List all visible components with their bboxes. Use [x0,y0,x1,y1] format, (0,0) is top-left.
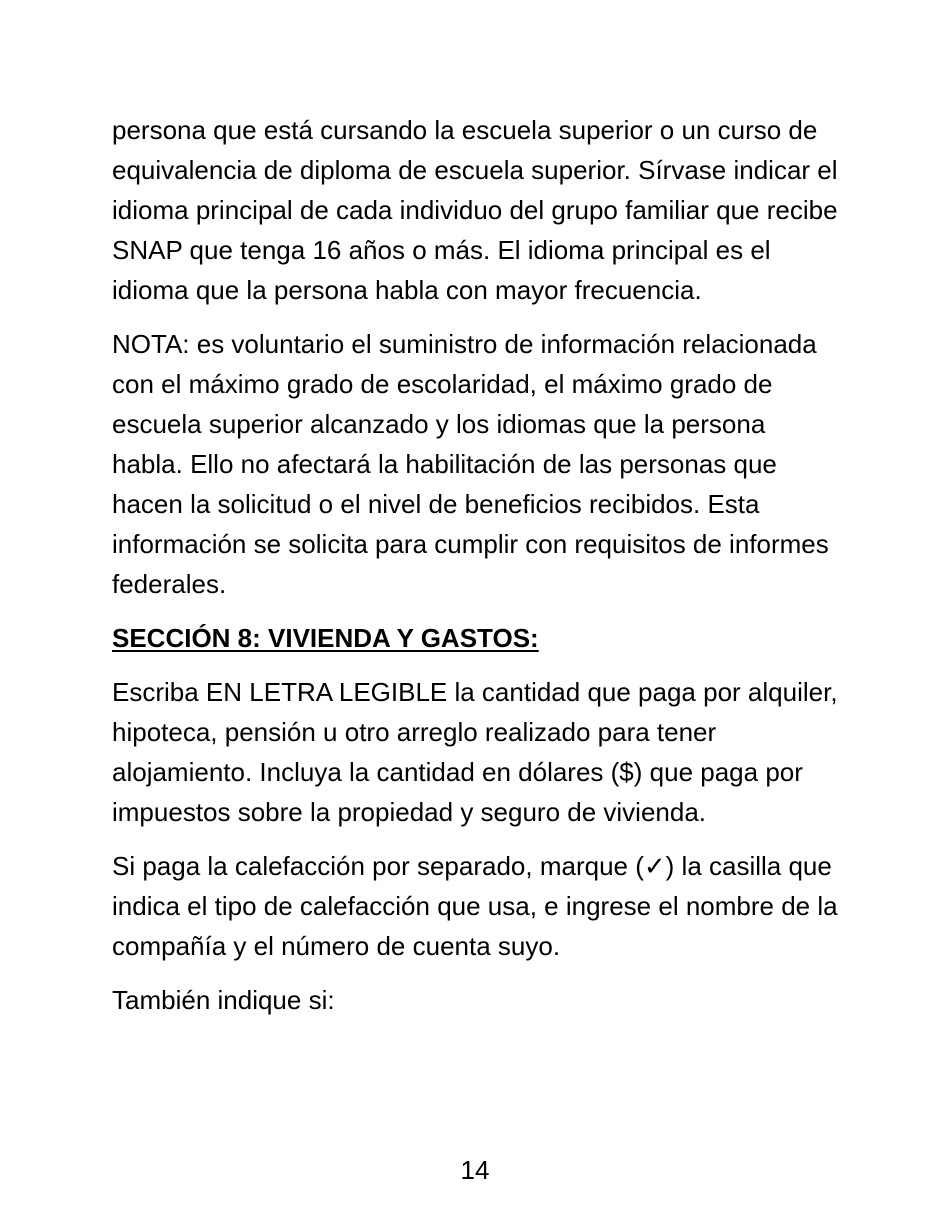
paragraph-also-indicate: También indique si: [112,985,335,1015]
paragraph-heating: Si paga la calefacción por separado, marque (✓) la casilla que indica el tipo de calefacción que usa, e ingrese el nombre de la compañía y el número de cuenta suyo. [112,851,838,961]
paragraph-language: persona que está cursando la escuela superior o un curso de equivalencia de diploma de escuela superior. Sírvase indicar el idioma principal de cada individuo del grupo familiar que recibe SNAP que tenga 16 años o más. El idioma principal es el idioma que la persona habla con mayor frecuencia. [112,115,838,305]
paragraph-note: NOTA: es voluntario el suministro de información relacionada con el máximo grado de escolaridad, el máximo grado de escuela superior alcanzado y los idiomas que la persona habla. Ello no afectará la habilitación de las personas que hacen la solicitud o el nivel de beneficios recibidos. Esta información se solicita para cumplir con requisitos de informes federales. [112,329,829,599]
paragraph-housing-costs: Escriba EN LETRA LEGIBLE la cantidad que paga por alquiler, hipoteca, pensión u otro arreglo realizado para tener alojamiento. Incluya la cantidad en dólares ($) que paga por impuestos sobre la propiedad y seguro de vivienda. [112,677,838,827]
page-number: 14 [460,1155,490,1185]
page-content [112,110,842,1034]
section-heading: SECCIÓN 8: VIVIENDA Y GASTOS: [112,623,539,653]
